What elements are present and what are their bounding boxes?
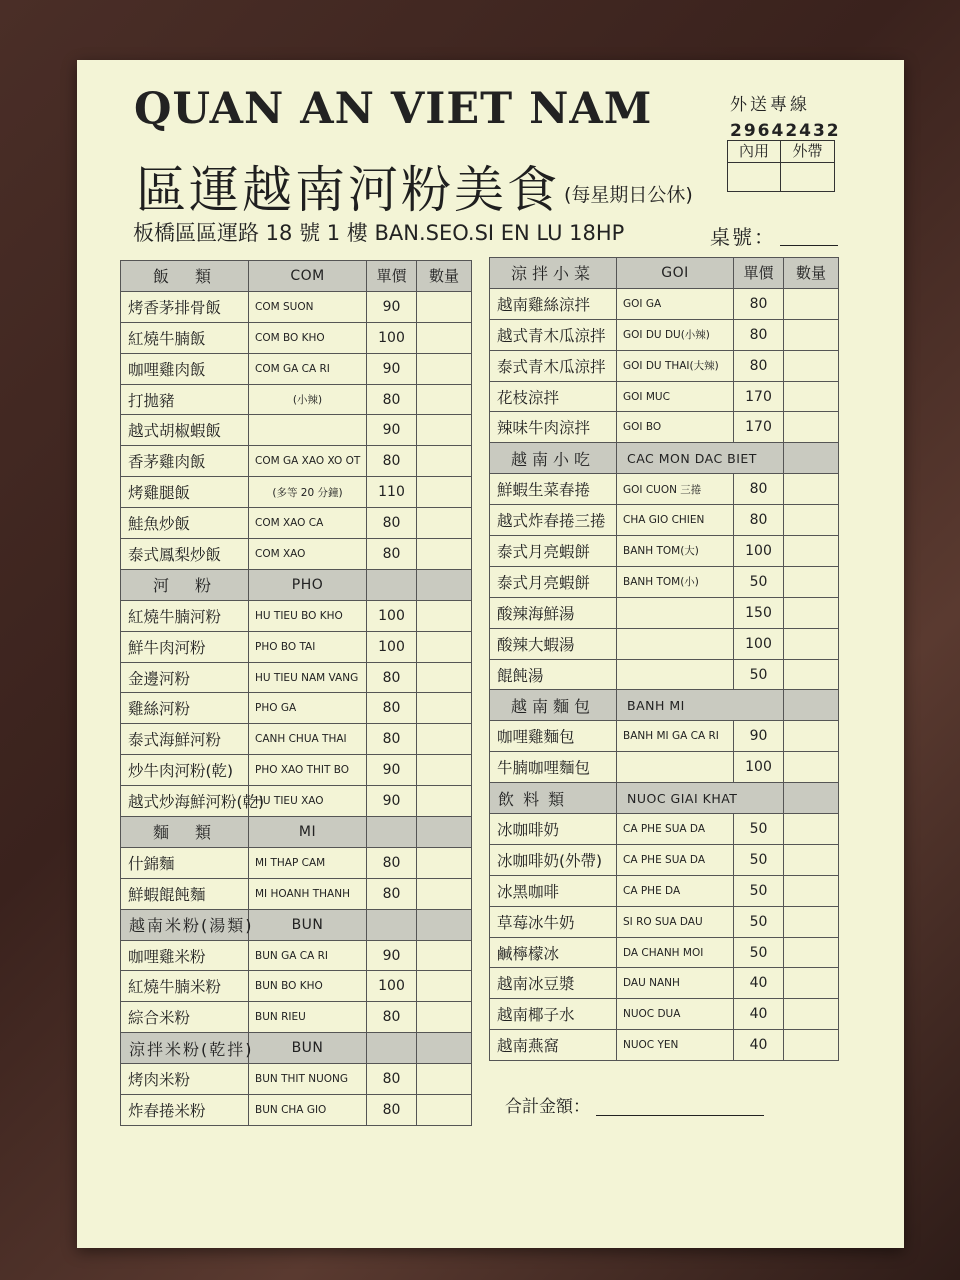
item-name-en: COM XAO CA [249,508,367,539]
item-price: 80 [734,319,784,350]
menu-item-row [490,844,839,875]
item-name-en: CA PHE SUA DA [617,814,734,845]
menu-item-row [490,937,839,968]
item-quantity-cell[interactable] [417,940,472,971]
item-price: 80 [367,508,417,539]
item-name-cn: 烤雞腿飯 [121,477,249,508]
item-quantity-cell[interactable] [417,539,472,570]
item-name-cn: 烤肉米粉 [121,1064,249,1095]
item-price: 80 [734,474,784,505]
section-title-cn: 飲 料 類 [490,783,617,814]
item-price: 80 [367,693,417,724]
item-quantity-cell[interactable] [784,319,839,350]
section-header [121,909,472,940]
item-quantity-cell[interactable] [784,350,839,381]
item-price: 40 [734,999,784,1030]
item-price: 80 [367,446,417,477]
item-name-cn: 泰式月亮蝦餅 [490,536,617,567]
menu-item-row [121,662,472,693]
item-name-cn: 鮮蝦餛飩麵 [121,878,249,909]
item-price: 100 [734,536,784,567]
item-price: 90 [367,755,417,786]
menu-item-row [490,628,839,659]
item-quantity-cell[interactable] [784,505,839,536]
menu-item-row [490,319,839,350]
item-name-cn: 雞絲河粉 [121,693,249,724]
item-name-en: BUN RIEU [249,1002,367,1033]
section-title-cn: 飯 類 [121,261,249,292]
item-quantity-cell[interactable] [417,786,472,817]
item-price: 150 [734,597,784,628]
item-name-cn: 越式炸春捲三捲 [490,505,617,536]
item-quantity-cell[interactable] [417,662,472,693]
item-name-cn: 越南燕窩 [490,1030,617,1061]
item-name-cn: 酸辣大蝦湯 [490,628,617,659]
item-name-cn: 咖哩雞麵包 [490,721,617,752]
item-quantity-cell[interactable] [784,536,839,567]
section-title-cn: 越南米粉(湯類) [121,909,249,940]
item-price: 100 [367,600,417,631]
section-header [490,443,839,474]
item-price: 80 [734,288,784,319]
item-quantity-cell[interactable] [417,291,472,322]
item-name-cn: 金邊河粉 [121,662,249,693]
item-name-en: BUN THIT NUONG [249,1064,367,1095]
menu-item-row [490,875,839,906]
item-name-cn: 香茅雞肉飯 [121,446,249,477]
item-name-en [617,659,734,690]
menu-item-row [490,814,839,845]
item-quantity-cell[interactable] [784,999,839,1030]
price-column-header [367,909,417,940]
item-quantity-cell[interactable] [417,1002,472,1033]
item-quantity-cell[interactable] [417,971,472,1002]
item-quantity-cell[interactable] [417,384,472,415]
item-name-en [249,415,367,446]
item-price: 90 [367,415,417,446]
menu-item-row [490,412,839,443]
item-name-en: COM SUON [249,291,367,322]
item-quantity-cell[interactable] [417,415,472,446]
item-price: 50 [734,844,784,875]
section-title-en: CAC MON DAC BIET [617,443,784,474]
item-name-en: MI HOANH THANH [249,878,367,909]
section-title-en: BUN [249,909,367,940]
menu-item-row [490,505,839,536]
item-name-cn: 紅燒牛腩飯 [121,322,249,353]
item-name-cn: 打拋豬 [121,384,249,415]
menu-item-row [121,539,472,570]
item-price: 50 [734,937,784,968]
dine-in-checkbox[interactable] [728,163,781,191]
item-name-cn: 草莓冰牛奶 [490,906,617,937]
item-price: 40 [734,968,784,999]
item-name-cn: 越南冰豆漿 [490,968,617,999]
qty-column-header: 數量 [784,258,839,289]
item-name-cn: 鹹檸檬冰 [490,937,617,968]
restaurant-title-cn [136,150,693,222]
item-price: 90 [367,353,417,384]
item-quantity-cell[interactable] [417,693,472,724]
price-column-header [367,817,417,848]
restaurant-title-en: QUAN AN VIET NAM [134,84,653,134]
item-name-en: COM GA XAO XO OT [249,446,367,477]
section-title-en: NUOC GIAI KHAT [617,783,784,814]
section-title-en: BUN [249,1033,367,1064]
menu-item-row [121,508,472,539]
item-quantity-cell[interactable] [784,937,839,968]
item-name-en: MI THAP CAM [249,847,367,878]
section-header [490,690,839,721]
price-column-header [367,569,417,600]
section-title-en: GOI [617,258,734,289]
table-number-line[interactable] [780,245,838,246]
item-price: 100 [367,322,417,353]
item-name-en: COM GA CA RI [249,353,367,384]
item-price: 80 [734,350,784,381]
item-name-cn: 辣味牛肉涼拌 [490,412,617,443]
qty-column-header [784,443,839,474]
menu-item-row [490,968,839,999]
section-header [490,258,839,289]
item-name-en [617,628,734,659]
menu-item-row [121,755,472,786]
item-name-en: CA PHE DA [617,875,734,906]
item-quantity-cell[interactable] [417,322,472,353]
menu-item-row [121,446,472,477]
item-quantity-cell[interactable] [784,814,839,845]
section-title-cn: 越南麵包 [490,690,617,721]
item-quantity-cell[interactable] [417,1064,472,1095]
section-title-cn: 涼拌米粉(乾拌) [121,1033,249,1064]
item-name-cn: 牛腩咖哩麵包 [490,752,617,783]
item-quantity-cell[interactable] [784,659,839,690]
qty-column-header [784,690,839,721]
item-name-en: CHA GIO CHIEN [617,505,734,536]
menu-item-row [490,597,839,628]
item-quantity-cell[interactable] [417,1095,472,1126]
item-price: 50 [734,566,784,597]
item-quantity-cell[interactable] [417,755,472,786]
item-name-en: CANH CHUA THAI [249,724,367,755]
menu-item-row [121,322,472,353]
price-column-header: 單價 [734,258,784,289]
menu-item-row [121,693,472,724]
item-price: 170 [734,412,784,443]
take-out-label: 外帶 [781,141,834,163]
item-quantity-cell[interactable] [417,847,472,878]
item-price: 170 [734,381,784,412]
item-name-en: SI RO SUA DAU [617,906,734,937]
item-name-en: (小辣) [249,384,367,415]
item-name-en: GOI MUC [617,381,734,412]
item-quantity-cell[interactable] [784,628,839,659]
qty-column-header [417,817,472,848]
item-quantity-cell[interactable] [417,353,472,384]
price-column-header: 單價 [367,261,417,292]
item-name-cn: 花枝涼拌 [490,381,617,412]
menu-item-row [121,971,472,1002]
dine-option-box [727,140,835,192]
qty-column-header [417,569,472,600]
section-title-cn: 越南小吃 [490,443,617,474]
item-quantity-cell[interactable] [784,288,839,319]
delivery-info [730,90,840,141]
menu-item-row [121,353,472,384]
section-title-en: PHO [249,569,367,600]
item-name-cn: 紅燒牛腩河粉 [121,600,249,631]
item-quantity-cell[interactable] [417,631,472,662]
item-name-cn: 冰黑咖啡 [490,875,617,906]
menu-item-row [490,288,839,319]
item-quantity-cell[interactable] [784,597,839,628]
left-menu-table [120,260,472,1126]
section-header [121,261,472,292]
section-title-en: BANH MI [617,690,784,721]
item-name-cn: 酸辣海鮮湯 [490,597,617,628]
item-name-en: HU TIEU XAO [249,786,367,817]
menu-item-row [121,786,472,817]
item-name-cn: 什錦麵 [121,847,249,878]
item-quantity-cell[interactable] [784,844,839,875]
item-price: 80 [367,384,417,415]
dine-in-label: 內用 [728,141,781,163]
item-name-en: HU TIEU NAM VANG [249,662,367,693]
item-name-en: GOI CUON 三捲 [617,474,734,505]
item-name-en: PHO BO TAI [249,631,367,662]
section-title-cn: 涼拌小菜 [490,258,617,289]
menu-item-row [121,940,472,971]
item-quantity-cell[interactable] [784,474,839,505]
menu-item-row [121,600,472,631]
item-name-en: PHO XAO THIT BO [249,755,367,786]
item-name-en: COM BO KHO [249,322,367,353]
item-name-en [617,597,734,628]
item-price: 80 [367,1095,417,1126]
item-name-en [617,752,734,783]
item-quantity-cell[interactable] [784,412,839,443]
total-amount-field[interactable] [505,1092,764,1117]
menu-item-row [121,415,472,446]
menu-item-row [490,350,839,381]
qty-column-header [417,1033,472,1064]
item-name-en: GOI BO [617,412,734,443]
item-price: 90 [367,291,417,322]
item-price: 80 [367,878,417,909]
item-quantity-cell[interactable] [417,446,472,477]
item-name-cn: 越南雞絲涼拌 [490,288,617,319]
item-quantity-cell[interactable] [784,906,839,937]
menu-item-row [121,878,472,909]
item-name-cn: 炒牛肉河粉(乾) [121,755,249,786]
item-price: 80 [367,724,417,755]
item-price: 80 [367,539,417,570]
menu-item-row [121,1002,472,1033]
menu-item-row [121,847,472,878]
item-name-cn: 越南椰子水 [490,999,617,1030]
menu-item-row [121,1095,472,1126]
item-quantity-cell[interactable] [784,381,839,412]
item-price: 80 [367,662,417,693]
item-name-cn: 咖哩雞肉飯 [121,353,249,384]
item-price: 100 [367,631,417,662]
item-quantity-cell[interactable] [784,968,839,999]
item-name-cn: 餛飩湯 [490,659,617,690]
item-price: 50 [734,659,784,690]
item-name-cn: 冰咖啡奶(外帶) [490,844,617,875]
item-quantity-cell[interactable] [784,1030,839,1061]
item-price: 40 [734,1030,784,1061]
menu-item-row [490,906,839,937]
qty-column-header: 數量 [417,261,472,292]
item-name-en: COM XAO [249,539,367,570]
table-number-label: 桌號： [710,225,776,249]
menu-item-row [490,752,839,783]
item-price: 80 [367,1064,417,1095]
item-name-en: GOI GA [617,288,734,319]
item-name-en: PHO GA [249,693,367,724]
item-quantity-cell[interactable] [417,600,472,631]
menu-item-row [490,566,839,597]
menu-item-row [490,721,839,752]
right-menu-table [489,257,839,1061]
item-price: 90 [734,721,784,752]
item-price: 80 [367,847,417,878]
menu-item-row [490,536,839,567]
qty-column-header [417,909,472,940]
item-price: 100 [734,628,784,659]
item-name-cn: 咖哩雞米粉 [121,940,249,971]
item-name-en: DAU NANH [617,968,734,999]
menu-item-row [490,659,839,690]
item-quantity-cell[interactable] [417,878,472,909]
item-name-cn: 鮮蝦生菜春捲 [490,474,617,505]
item-price: 50 [734,906,784,937]
item-price: 80 [734,505,784,536]
item-name-en: BANH TOM(大) [617,536,734,567]
menu-item-row [490,474,839,505]
item-name-en: GOI DU THAI(大辣) [617,350,734,381]
item-name-cn: 泰式月亮蝦餅 [490,566,617,597]
item-name-cn: 泰式海鮮河粉 [121,724,249,755]
item-name-cn: 泰式鳳梨炒飯 [121,539,249,570]
item-name-en: DA CHANH MOI [617,937,734,968]
item-quantity-cell[interactable] [784,721,839,752]
item-name-cn: 泰式青木瓜涼拌 [490,350,617,381]
section-title-en: COM [249,261,367,292]
section-title-cn: 河 粉 [121,569,249,600]
item-price: 50 [734,875,784,906]
item-price: 90 [367,786,417,817]
menu-item-row [121,291,472,322]
section-title-cn: 麵 類 [121,817,249,848]
item-price: 100 [734,752,784,783]
item-price: 50 [734,814,784,845]
item-name-en: BANH TOM(小) [617,566,734,597]
menu-item-row [490,381,839,412]
item-name-cn: 越式胡椒蝦飯 [121,415,249,446]
item-name-cn: 鮭魚炒飯 [121,508,249,539]
menu-item-row [121,384,472,415]
item-name-en: (多等 20 分鐘) [249,477,367,508]
closed-note: (每星期日公休) [564,184,693,206]
item-name-en: BUN GA CA RI [249,940,367,971]
item-name-cn: 越式青木瓜涼拌 [490,319,617,350]
item-name-cn: 炸春捲米粉 [121,1095,249,1126]
item-price: 90 [367,940,417,971]
item-quantity-cell[interactable] [417,477,472,508]
item-price: 110 [367,477,417,508]
item-quantity-cell[interactable] [784,875,839,906]
item-name-cn: 鮮牛肉河粉 [121,631,249,662]
menu-item-row [490,1030,839,1061]
take-out-checkbox[interactable] [781,163,834,191]
item-name-cn: 烤香茅排骨飯 [121,291,249,322]
item-quantity-cell[interactable] [417,508,472,539]
item-name-en: CA PHE SUA DA [617,844,734,875]
table-number-field[interactable] [710,221,838,250]
section-title-en: MI [249,817,367,848]
total-amount-line[interactable] [596,1115,764,1116]
section-header [121,569,472,600]
item-name-en: HU TIEU BO KHO [249,600,367,631]
delivery-phone: 29642432 [730,121,841,141]
section-header [121,1033,472,1064]
section-header [490,783,839,814]
item-name-en: GOI DU DU(小辣) [617,319,734,350]
item-name-cn: 紅燒牛腩米粉 [121,971,249,1002]
item-quantity-cell[interactable] [417,724,472,755]
item-quantity-cell[interactable] [784,566,839,597]
qty-column-header [784,783,839,814]
item-quantity-cell[interactable] [784,752,839,783]
item-name-cn: 冰咖啡奶 [490,814,617,845]
address: 板橋區區運路 18 號 1 樓 BAN.SEO.SI EN LU 18HP [133,221,625,245]
total-amount-label: 合計金額： [505,1097,590,1117]
menu-item-row [121,631,472,662]
item-name-en: BUN BO KHO [249,971,367,1002]
item-name-cn: 綜合米粉 [121,1002,249,1033]
menu-item-row [121,1064,472,1095]
menu-item-row [121,477,472,508]
item-price: 100 [367,971,417,1002]
price-column-header [367,1033,417,1064]
menu-item-row [121,724,472,755]
item-name-en: NUOC DUA [617,999,734,1030]
menu-item-row [490,999,839,1030]
item-name-en: NUOC YEN [617,1030,734,1061]
item-name-en: BUN CHA GIO [249,1095,367,1126]
item-price: 80 [367,1002,417,1033]
section-header [121,817,472,848]
item-name-en: BANH MI GA CA RI [617,721,734,752]
restaurant-title-cn-text: 區運越南河粉美食 [136,161,560,219]
item-name-cn: 越式炒海鮮河粉(乾) [121,786,249,817]
delivery-label: 外送專線 [730,95,810,115]
